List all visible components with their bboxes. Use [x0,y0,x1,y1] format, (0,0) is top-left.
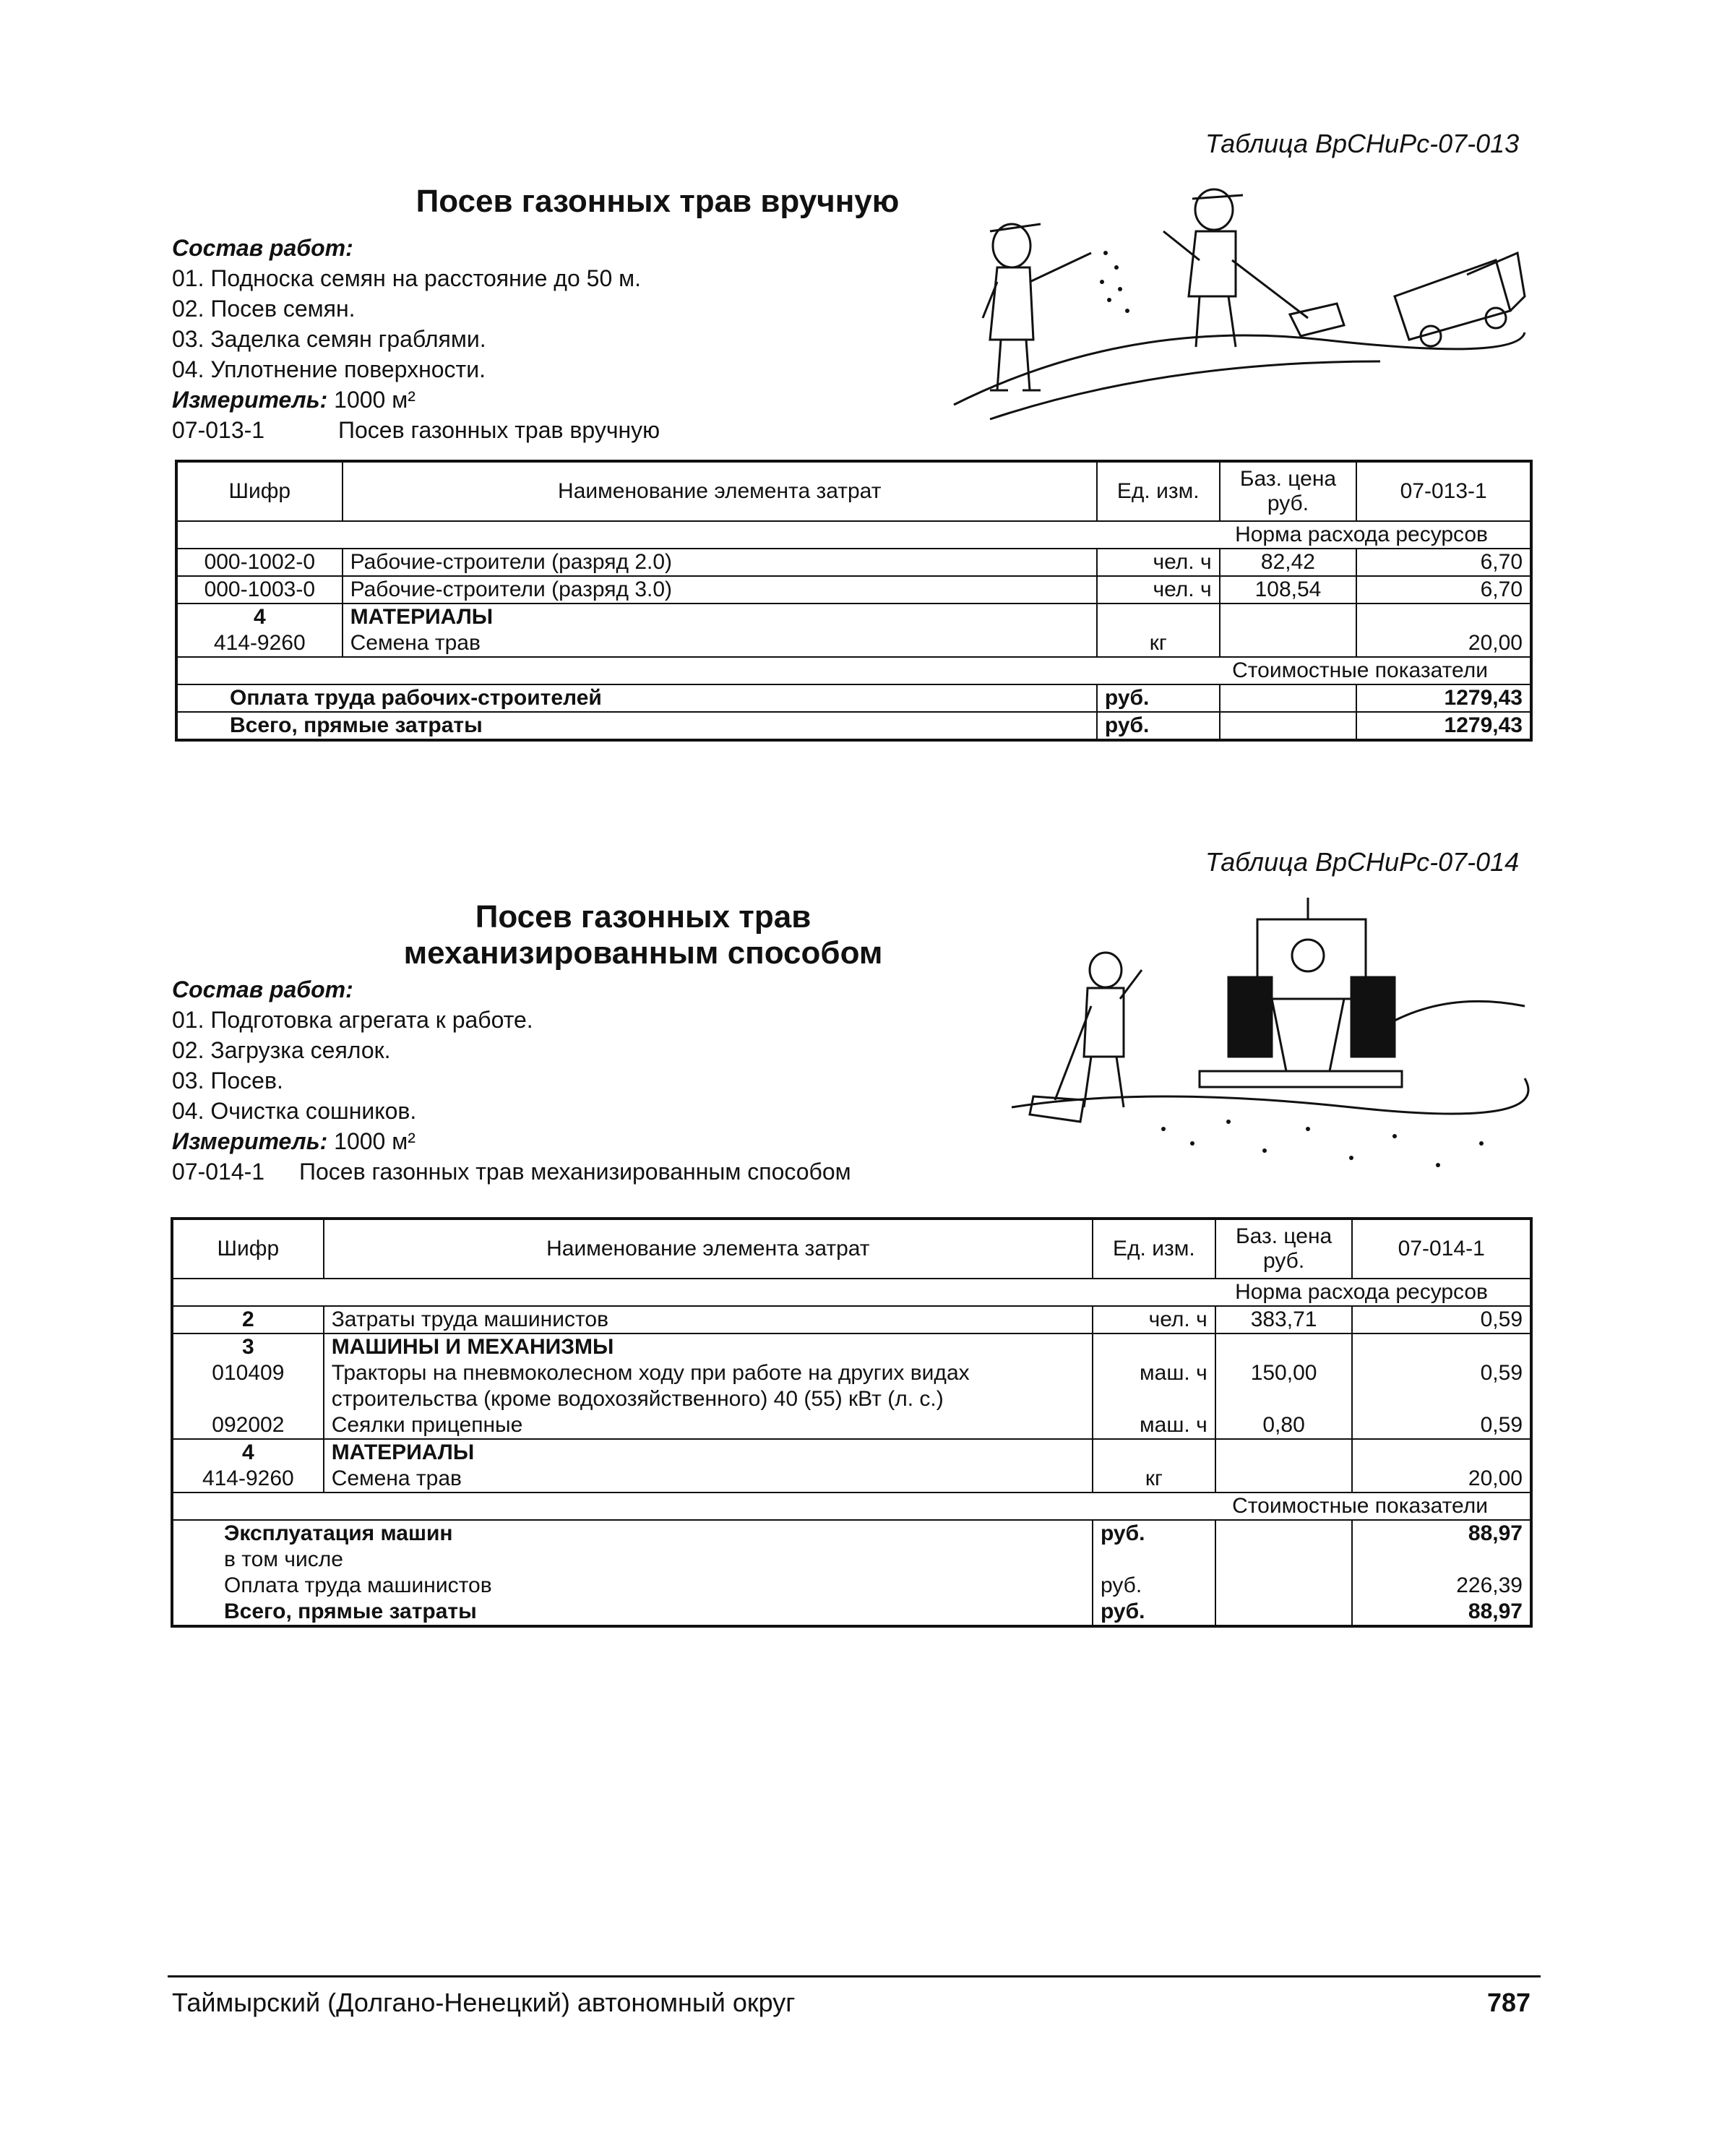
header-name: Наименование элемента затрат [324,1219,1093,1279]
table-row [172,1360,1531,1412]
step-item: 03. Посев. [172,1068,283,1094]
cell-unit [1093,1333,1215,1360]
tractor-sowing-illustration [1004,890,1532,1194]
cell-unit: кг [1097,630,1220,657]
footer-divider [168,1975,1541,1977]
cell-value: 6,70 [1356,549,1531,576]
cell-name: Рабочие-строители (разряд 3.0) [343,576,1097,604]
cell-price: 0,80 [1215,1412,1353,1439]
cell-price: 82,42 [1220,549,1357,576]
measure-line [172,1126,851,1156]
table-row [172,1466,1531,1493]
code: 07-014-1 [172,1159,265,1185]
step-item: 04. Очистка сошников. [172,1098,417,1124]
table-reference: Таблица ВрСНиРс-07-013 [1205,129,1520,158]
cell-name: Рабочие-строители (разряд 2.0) [343,549,1097,576]
cell-unit: маш. ч [1093,1412,1215,1439]
table-row [172,1306,1531,1333]
total-unit: руб. [1093,1599,1215,1626]
cell-name: МАТЕРИАЛЫ [324,1439,1093,1466]
cell-value: 6,70 [1356,576,1531,604]
table-row [172,1439,1531,1466]
table-header-row [172,1219,1531,1279]
header-code-column: 07-013-1 [1356,461,1531,521]
section-cost-label: Стоимостные показатели [176,657,1531,684]
cell-cipher: 3 [242,1335,254,1359]
total-name: Оплата труда рабочих-строителей [176,684,1097,712]
header-unit: Ед. изм. [1097,461,1220,521]
total-row [176,684,1531,712]
cell-name: МАШИНЫ И МЕХАНИЗМЫ [324,1333,1093,1360]
total-price-empty [1215,1520,1353,1547]
composition-heading: Состав работ: [172,976,353,1002]
cell-price: 383,71 [1215,1306,1353,1333]
total-price-empty [1215,1573,1353,1599]
code-line [172,415,660,445]
total-row [172,1547,1531,1573]
total-row [172,1599,1531,1626]
cell-cipher: 4 [253,605,266,629]
total-price-empty [1220,684,1357,712]
table-row [176,630,1531,657]
cell-value: 20,00 [1356,630,1531,657]
cell-price [1220,630,1357,657]
total-unit [1093,1547,1215,1573]
total-name: Всего, прямые затраты [224,1599,477,1623]
cell-unit: кг [1093,1466,1215,1493]
cell-name: Тракторы на пневмоколесном ходу при работе на других видах строительства (кроме водохозяйственного) 40 (55) кВт (л. с.) [324,1360,1093,1412]
cell-value [1352,1439,1531,1466]
title-line: Посев газонных трав [475,899,811,935]
cell-cipher: 000-1003-0 [176,576,343,604]
step-item: 01. Подноска семян на расстояние до 50 м. [172,265,642,291]
cell-cipher: 414-9260 [202,1466,294,1490]
section-norm-label: Норма расхода ресурсов [172,1279,1531,1306]
header-code-column: 07-014-1 [1352,1219,1531,1279]
total-name: Всего, прямые затраты [230,713,483,737]
table-row [176,576,1531,604]
section-norm-label: Норма расхода ресурсов [176,521,1531,549]
total-price-empty [1220,712,1357,740]
cell-unit: чел. ч [1097,576,1220,604]
section-row [176,657,1531,684]
header-base-price: Баз. цена руб. [1220,461,1357,521]
cell-unit: маш. ч [1093,1360,1215,1412]
code-name: Посев газонных трав механизированным способом [299,1159,851,1185]
table-row [172,1412,1531,1439]
step-item: 02. Загрузка сеялок. [172,1037,391,1063]
total-row [176,712,1531,740]
table-row [172,1333,1531,1360]
measure-value: 1000 м² [334,1128,416,1154]
step-item: 03. Заделка семян граблями. [172,326,486,352]
total-price-empty [1215,1547,1353,1573]
total-row [172,1520,1531,1547]
total-value [1352,1547,1531,1573]
total-unit: руб. [1097,712,1220,740]
cell-name: Семена трав [324,1466,1093,1493]
header-base-price: Баз. цена руб. [1215,1219,1353,1279]
total-name: в том числе [224,1547,343,1571]
total-value: 226,39 [1352,1573,1531,1599]
cell-value: 20,00 [1352,1466,1531,1493]
total-value: 1279,43 [1356,684,1531,712]
total-price-empty [1215,1599,1353,1626]
cell-name: Сеялки прицепные [324,1412,1093,1439]
cell-value: 0,59 [1352,1412,1531,1439]
table-row [176,549,1531,576]
header-name: Наименование элемента затрат [343,461,1097,521]
composition-heading: Состав работ: [172,235,353,261]
cell-value: 0,59 [1352,1360,1531,1412]
page-number: 787 [1487,1988,1531,2017]
total-name: Оплата труда машинистов [224,1573,492,1597]
cell-price [1215,1439,1353,1466]
workers-sowing-illustration [947,173,1539,434]
table-row [176,604,1531,630]
total-value: 88,97 [1352,1599,1531,1626]
work-composition [172,974,851,1187]
resources-table [175,460,1533,742]
section-row [172,1279,1531,1306]
measure-line [172,385,660,415]
cell-cipher: 092002 [172,1412,324,1439]
cell-cipher: 010409 [212,1361,285,1385]
footer-region: Таймырский (Долгано-Ненецкий) автономный округ [172,1988,796,2017]
cell-price [1215,1466,1353,1493]
step-item: 04. Уплотнение поверхности. [172,356,486,382]
header-unit: Ед. изм. [1093,1219,1215,1279]
section-row [172,1493,1531,1520]
header-cipher: Шифр [176,461,343,521]
total-value: 88,97 [1352,1520,1531,1547]
total-unit: руб. [1093,1573,1215,1599]
cell-unit: чел. ч [1097,549,1220,576]
work-composition [172,233,660,445]
cell-cipher: 000-1002-0 [176,549,343,576]
total-value: 1279,43 [1356,712,1531,740]
resources-table [171,1217,1533,1628]
cell-unit [1097,604,1220,630]
measure-label: Измеритель: [172,387,328,413]
measure-value: 1000 м² [334,387,416,413]
cell-cipher: 2 [172,1306,324,1333]
cell-price: 108,54 [1220,576,1357,604]
total-unit: руб. [1097,684,1220,712]
cell-value [1352,1333,1531,1360]
measure-label: Измеритель: [172,1128,328,1154]
cell-name: Затраты труда машинистов [324,1306,1093,1333]
table-header-row [176,461,1531,521]
step-item: 01. Подготовка агрегата к работе. [172,1007,533,1033]
cell-value: 0,59 [1352,1306,1531,1333]
code: 07-013-1 [172,417,265,443]
cell-unit: чел. ч [1093,1306,1215,1333]
section-title: Посев газонных трав вручную [416,184,900,219]
cell-name: Семена трав [343,630,1097,657]
total-unit: руб. [1093,1520,1215,1547]
cell-cipher: 4 [242,1440,254,1464]
code-line [172,1156,851,1187]
cell-price: 150,00 [1215,1360,1353,1412]
cell-name: МАТЕРИАЛЫ [343,604,1097,630]
cell-value [1356,604,1531,630]
total-row [172,1573,1531,1599]
section-title [318,899,968,971]
cell-price [1215,1333,1353,1360]
title-line: механизированным способом [403,935,883,971]
cell-cipher: 414-9260 [213,631,306,655]
total-name: Эксплуатация машин [224,1521,453,1545]
section-row [176,521,1531,549]
section-cost-label: Стоимостные показатели [172,1493,1531,1520]
code-name: Посев газонных трав вручную [338,417,660,443]
header-cipher: Шифр [172,1219,324,1279]
step-item: 02. Посев семян. [172,296,356,322]
cell-price [1220,604,1357,630]
cell-unit [1093,1439,1215,1466]
table-reference: Таблица ВрСНиРс-07-014 [1205,847,1520,877]
